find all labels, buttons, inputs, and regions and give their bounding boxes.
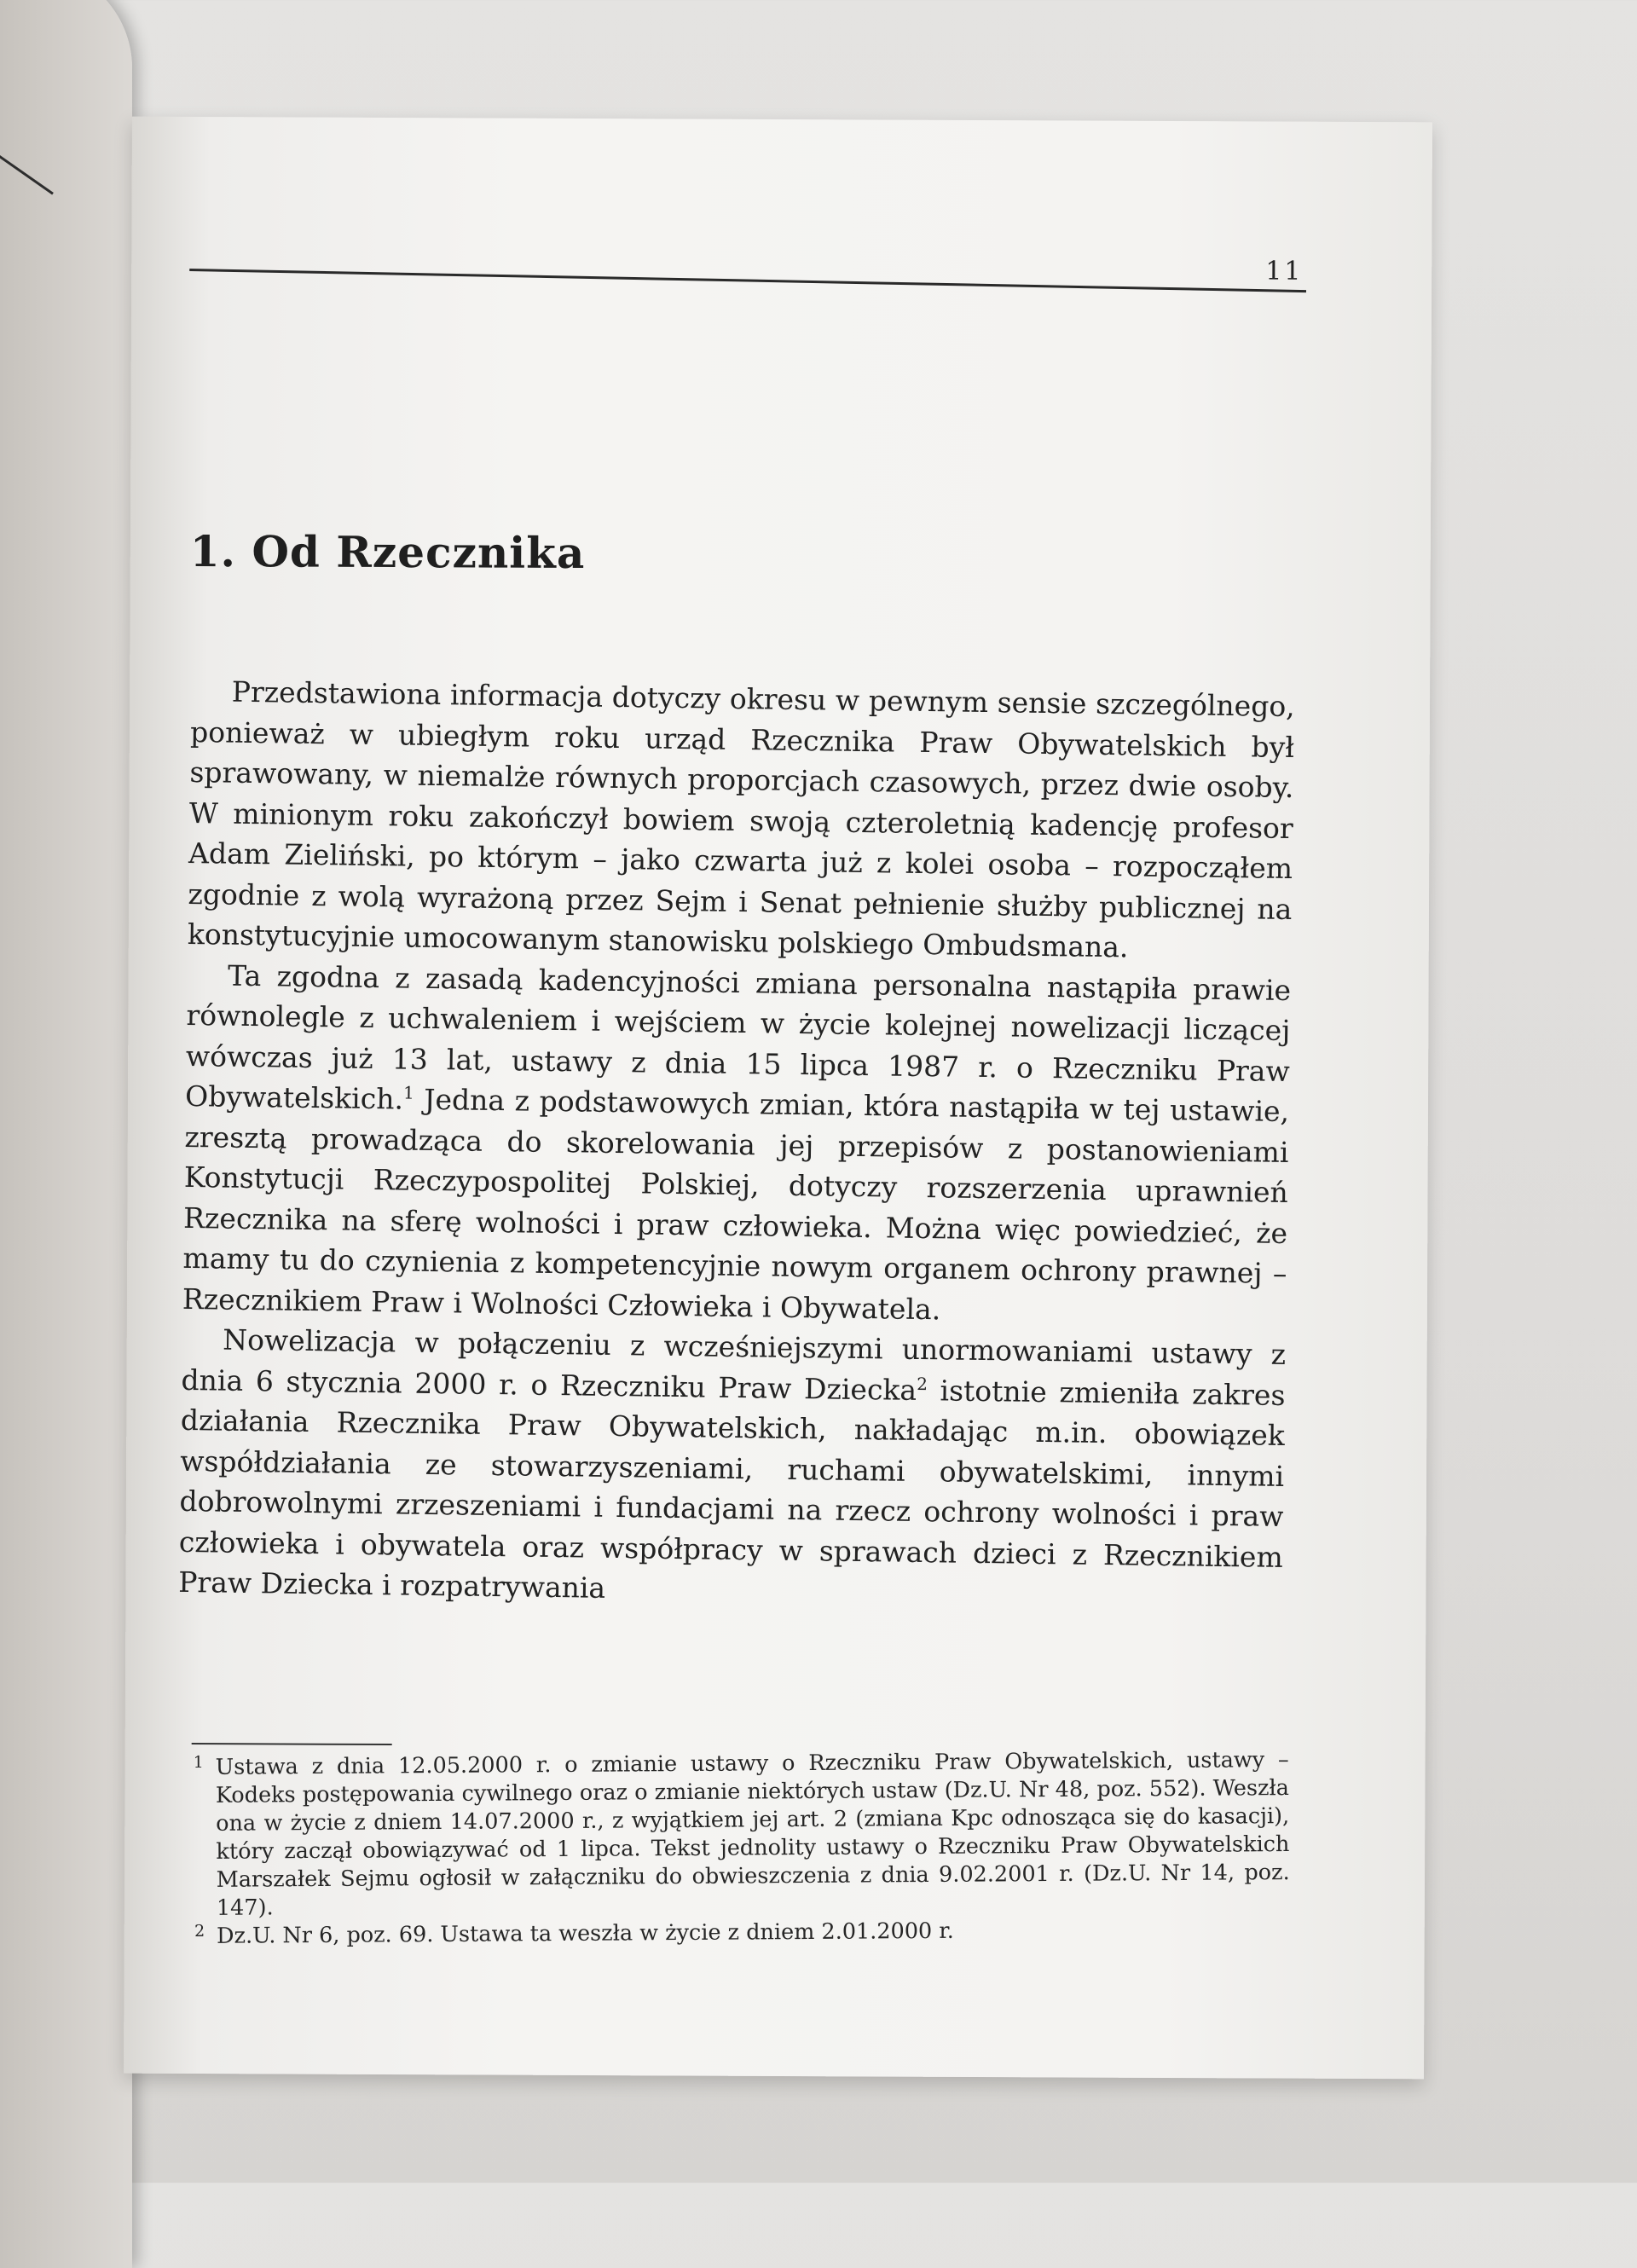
footnotes bbox=[194, 1746, 1291, 1951]
paragraph-1: Przedstawiona informacja dotyczy okresu w pewnym sensie szczególnego, ponieważ w ubiegłym roku urząd Rzecznika Praw Obywatelskich był sprawowany, w niemalże równych proporcjach czasowych, przez dwie osoby. W minionym roku zakończył bowiem swoją czteroletnią kadencję profesor Adam Zieliński, po którym – jako czwarta już z kolei osoba – rozpocząłem zgodnie z wolą wyrażoną przez Sejm i Senat pełnienie służby publicznej na konstytucyjnie umocowanym stanowisku polskiego Ombudsmana. bbox=[187, 674, 1295, 964]
footnote-ref-2: 2 bbox=[917, 1373, 928, 1394]
paragraph-3-part-b: istotnie zmieniła zakres działania Rzecznika Praw Obywatelskich, nakładając m.in. obowiązek współdziałania ze stowarzyszeniami, ruchami obywatelskimi, innymi dobrowolnymi zrzeszeniami i fundacjami na rzecz ochrony wolności i praw człowieka i obywatela oraz współpracy w sprawach dzieci z Rzecznikiem Praw Dziecka i rozpatrywania bbox=[177, 1373, 1286, 1605]
chapter-title: 1. Od Rzecznika bbox=[189, 525, 586, 579]
paragraph-3-part-a: Nowelizacja w połączeniu z wcześniejszymi unormowaniami ustawy z dnia 6 stycznia 2000 r. o Rzeczniku Praw Dziecka bbox=[181, 1322, 1287, 1407]
footnote-2-text: Dz.U. Nr 6, poz. 69. Ustawa ta weszła w życie z dniem 2.01.2000 r. bbox=[217, 1918, 954, 1949]
header-rule bbox=[189, 269, 1306, 292]
book-page bbox=[124, 117, 1432, 2080]
left-page-header-rule bbox=[0, 119, 54, 194]
paragraph-2-part-b: Jedna z podstawowych zmian, która nastąpiła w tej ustawie, zresztą prowadząca do skorelowania jej przepisów z postanowieniami Konstytucji Rzeczypospolitej Polskiej, dotyczy rozszerzenia uprawnień Rzecznika na sferę wolności i praw człowieka. Można więc powiedzieć, że mamy tu do czynienia z kompetencyjnie nowym organem ochrony prawnej – Rzecznikiem Praw i Wolności Człowieka i Obywatela. bbox=[182, 1082, 1290, 1326]
footnote-ref-1: 1 bbox=[402, 1082, 415, 1103]
footnote-2-mark: 2 bbox=[194, 1921, 205, 1941]
left-page-edge bbox=[0, 0, 132, 2268]
paragraph-2 bbox=[182, 954, 1292, 1334]
footnote-1-text: Ustawa z dnia 12.05.2000 r. o zmianie ustawy o Rzeczniku Praw Obywatelskich, ustawy – Kodeks postępowania cywilnego oraz o zmianie niektórych ustaw (Dz.U. Nr 48, poz. 552). Weszła ona w życie z dniem 14.07.2000 r., z wyjątkiem jej art. 2 (zmiana Kpc odnosząca się do kasacji), który zaczął obowiązywać od 1 lipca. Tekst jednolity ustawy o Rzeczniku Praw Obywatelskich Marszałek Sejmu ogłosił w załączniku do obwieszczenia z dnia 9.02.2001 r. (Dz.U. Nr 14, poz. 147). bbox=[215, 1747, 1290, 1921]
paragraph-2-part-a: Ta zgodna z zasadą kadencyjności zmiana personalna nastąpiła prawie równolegle z uchwaleniem i wejściem w życie kolejnej nowelizacji liczącej wówczas już 13 lat, ustawy z dnia 15 lipca 1987 r. o Rzeczniku Praw Obywatelskich. bbox=[184, 958, 1292, 1116]
page-number: 11 bbox=[1265, 256, 1304, 286]
footnote-1-mark: 1 bbox=[193, 1752, 204, 1773]
footnote-separator bbox=[192, 1743, 392, 1745]
footnote-1 bbox=[194, 1746, 1290, 1923]
body-text bbox=[178, 671, 1295, 1617]
paragraph-3 bbox=[178, 1319, 1287, 1618]
